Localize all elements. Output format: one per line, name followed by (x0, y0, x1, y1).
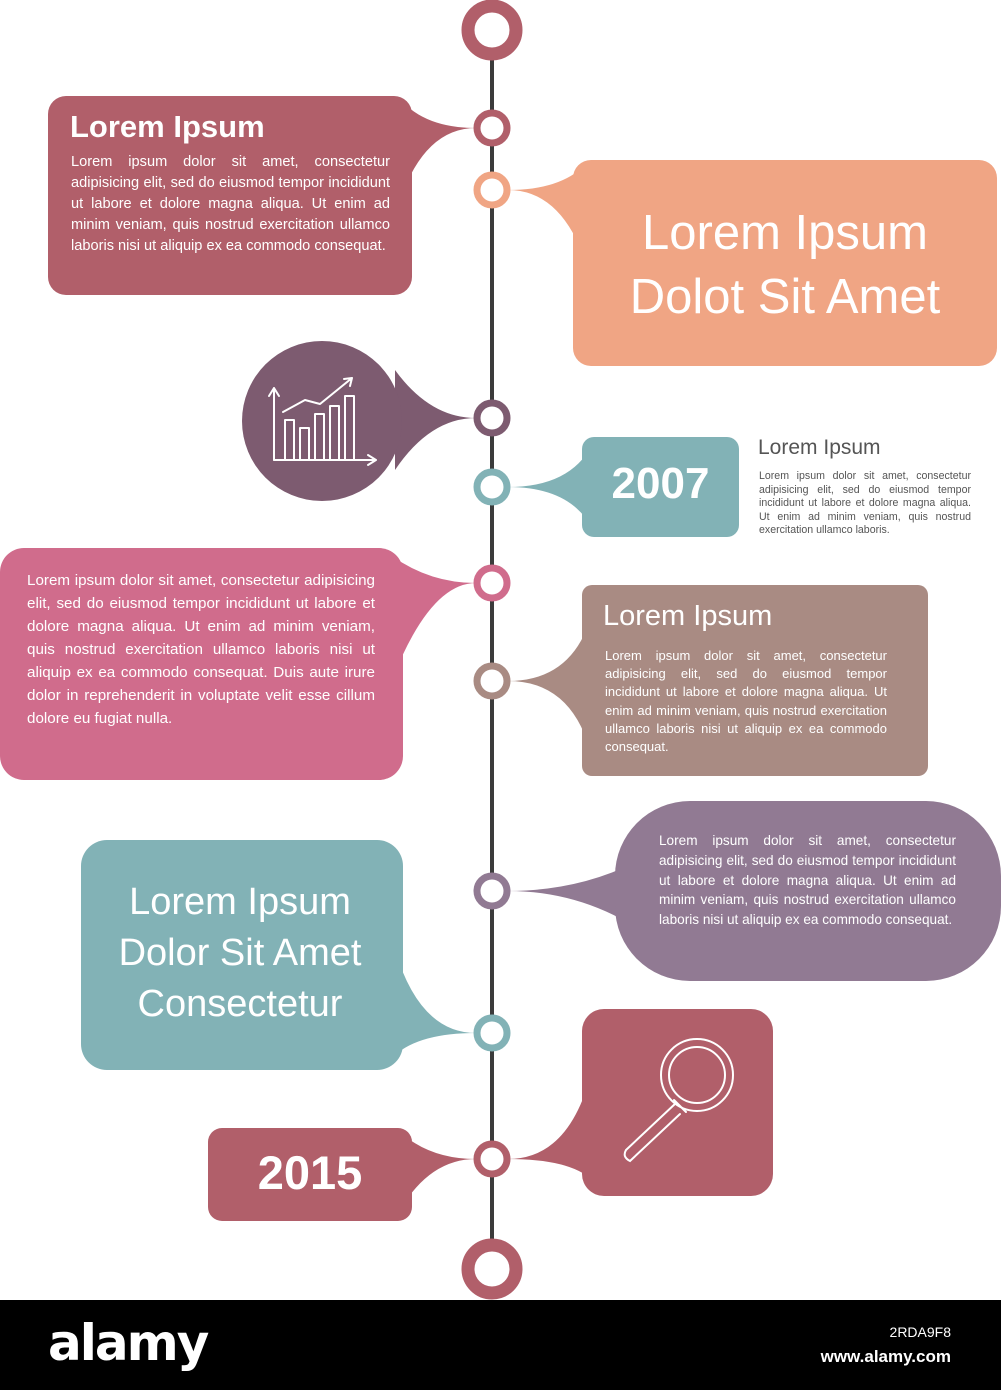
footer-bar (0, 1300, 1001, 1390)
timeline-node-1 (477, 113, 507, 143)
callout-tail-8 (395, 950, 476, 1055)
timeline-end-node (468, 1245, 516, 1293)
timeline-start-node (468, 6, 516, 54)
item-8-line2: Dolor Sit Amet (118, 932, 362, 974)
item-2-heading (573, 201, 997, 329)
item-2-line1: Lorem Ipsum (642, 206, 928, 260)
item-8-line1: Lorem Ipsum (129, 881, 351, 923)
item-2-line2: Dolot Sit Amet (629, 270, 941, 324)
item-7-text: Lorem ipsum dolor sit amet, consectetur adipisicing elit, sed do eiusmod tempor incididunt ut labore et dolore magna aliqua. Ut enim ad minim veniam, quis nostrud exercitation ullamco laboris nisi ut aliquip ex ea commodo consequat. (659, 833, 956, 928)
item-1-title: Lorem Ipsum (70, 109, 265, 144)
timeline-node-7 (477, 876, 507, 906)
alamy-logo: alamy (48, 1314, 208, 1372)
item-6-title: Lorem Ipsum (603, 600, 773, 632)
callout-circle-3 (242, 341, 402, 501)
site-url: www.alamy.com (820, 1347, 951, 1366)
timeline-node-3 (477, 403, 507, 433)
item-4-text: Lorem ipsum dolor sit amet, consectetur adipisicing elit, sed do eiusmod tempor incididunt ut labore et dolore magna aliqua. Ut enim ad minim veniam, quis nostrud exercitation ullamco laboris. (759, 470, 971, 537)
item-5-text: Lorem ipsum dolor sit amet, consectetur adipisicing elit, sed do eiusmod tempor incididunt ut labore et dolore magna aliqua. Ut enim ad minim veniam, quis nostrud exercitation ullamco laboris nisi ut aliquip ex ea commodo consequat. Duis aute irure dolor in reprehenderit in voluptate velit esse cillum dolore eu fugiat nulla. (27, 572, 375, 727)
callout-tail-6 (508, 620, 590, 750)
item-4-title: Lorem Ipsum (758, 436, 881, 459)
image-id: 2RDA9F8 (889, 1324, 951, 1340)
callout-tail-9 (508, 1070, 592, 1180)
timeline-node-4 (477, 472, 507, 502)
timeline-node-8 (477, 1018, 507, 1048)
callout-tail-3 (395, 370, 476, 470)
timeline-node-5 (477, 568, 507, 598)
item-1-text: Lorem ipsum dolor sit amet, consectetur adipisicing elit, sed do eiusmod tempor incididunt ut labore et dolore magna aliqua. Ut enim ad minim veniam, quis nostrud exercitation ullamco laboris nisi ut aliquip ex ea commodo consequat. (71, 154, 390, 254)
item-4-year: 2007 (611, 459, 710, 508)
timeline-node-9 (477, 1144, 507, 1174)
timeline-node-6 (477, 666, 507, 696)
item-6-text: Lorem ipsum dolor sit amet, consectetur adipisicing elit, sed do eiusmod tempor incididunt ut labore et dolore magna aliqua. Ut enim ad minim veniam, quis nostrud exercitation ullamco laboris nisi ut aliquip ex ea commodo consequat. (605, 648, 887, 755)
callout-tail-5 (392, 556, 476, 680)
callout-tail-4 (508, 445, 592, 528)
item-8-heading (81, 877, 399, 1030)
timeline-node-2 (477, 175, 507, 205)
item-8-line3: Consectetur (137, 983, 343, 1025)
item-10-year: 2015 (257, 1146, 363, 1199)
